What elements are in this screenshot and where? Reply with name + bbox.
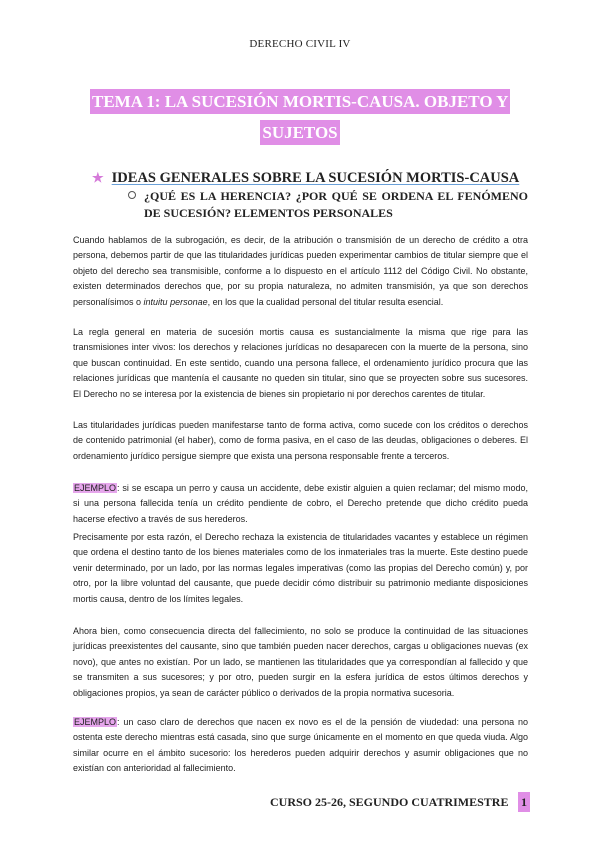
section-heading <box>92 170 532 187</box>
title-block <box>90 86 510 148</box>
paragraph-2: La regla general en materia de sucesión mortis causa es sustancialmente la misma que rige para las transmisiones inter vivos: los derechos y relaciones jurídicas no desaparecen con la muerte de la persona, sino que buscan continuidad. En este sentido, cuando una persona fallece, el ordenamiento jurídico procura que las relaciones jurídicas que mantenía el causante no queden sin titular, sino que se proyecten sobre sus sucesores. El Derecho no se interesa por la existencia de bienes sin propietario ni por derechos carentes de titular. <box>73 327 528 399</box>
subsection-heading-text: ¿QUÉ ES LA HERENCIA? ¿POR QUÉ SE ORDENA EL FENÓMENO DE SUCESIÓN? ELEMENTOS PERSONALES <box>144 189 528 220</box>
page-footer: CURSO 25-26, SEGUNDO CUATRIMESTRE <box>270 795 509 809</box>
paragraph-5: Ahora bien, como consecuencia directa del fallecimiento, no solo se produce la continuidad de las situaciones jurídicas preexistentes del causante, sino que también pueden nacer derechos, cargas u obligaciones nuevas (ex novo), que antes no existían. Por un lado, se mantienen las titularidades que ya correspondían al fallecido y que se transmiten a sus sucesores; y por otro, pueden surgir en la esfera jurídica de estos últimos derechos y obligaciones propios, ya sean de carácter público o derivados de la propia normativa sucesoria. <box>73 626 528 698</box>
page-number: 1 <box>518 792 530 812</box>
paragraph-1-italic: intuitu personae <box>143 296 208 307</box>
subsection-heading <box>128 188 528 222</box>
example-2-text: : un caso claro de derechos que nacen ex novo es el de la pensión de viudedad: una persona no ostenta este derecho mientras está casada, sino que surge únicamente en el momento en que queda viuda. Algo similar ocurre en el ámbito sucesorio: los herederos pueden adquirir derechos y asumir obligaciones que no existían con anterioridad al fallecimiento. <box>73 717 528 774</box>
paragraph-3: Las titularidades jurídicas pueden manifestarse tanto de forma activa, como sucede con los créditos o derechos de contenido patrimonial (el haber), como de forma pasiva, en el caso de las deudas, obligaciones o deberes. El ordenamiento jurídico persigue siempre que exista una persona responsable frente a terceros. <box>73 420 528 461</box>
star-icon: ★ <box>92 170 104 185</box>
paragraph-4: Precisamente por esta razón, el Derecho rechaza la existencia de titularidades vacantes y establece un régimen que ordena el destino tanto de los bienes materiales como de los inmateriales tras la muerte. Este destino puede venir determinado, por un lado, por las normas legales imperativas (como las propias del Derecho común) y, por otro, por la libre voluntad del causante, que puede decidir cómo distribuir su patrimonio mediante disposiciones mortis causa, dentro de los límites legales. <box>73 532 528 604</box>
paragraph-1 <box>73 233 528 310</box>
section-heading-text: IDEAS GENERALES SOBRE LA SUCESIÓN MORTIS-CAUSA <box>111 170 520 186</box>
paragraph-1-part-a: Cuando hablamos de la subrogación, es decir, de la atribución o transmisión de un derecho de crédito a otra persona, debemos partir de que las titularidades jurídicas pueden experimentar cambios de titular siempre que el objeto del derecho sea transmisible, conforme a lo dispuesto en el artículo 1112 del Código Civil. No obstante, existen determinados derechos que, por su propia naturaleza, no admiten transmisión, ya que son derechos personalísimos o <box>73 235 528 307</box>
example-2-label: EJEMPLO <box>74 717 117 727</box>
paragraph-1-part-b: , en los que la cualidad personal del titular resulta esencial. <box>207 296 444 307</box>
example-1 <box>73 481 528 527</box>
example-2 <box>73 715 528 777</box>
example-1-label: EJEMPLO <box>74 483 117 493</box>
example-1-text: : si se escapa un perro y causa un accidente, debe existir alguien a quien reclamar; del mismo modo, si una persona fallecida tenía un crédito pendiente de cobro, el Derecho pretende que dicho crédito pueda hacerse efectivo a través de sus herederos. <box>73 483 528 524</box>
document-title: TEMA 1: LA SUCESIÓN MORTIS-CAUSA. OBJETO Y SUJETOS <box>90 89 510 145</box>
page-header: DERECHO CIVIL IV <box>249 38 351 50</box>
hollow-circle-icon <box>128 191 136 199</box>
